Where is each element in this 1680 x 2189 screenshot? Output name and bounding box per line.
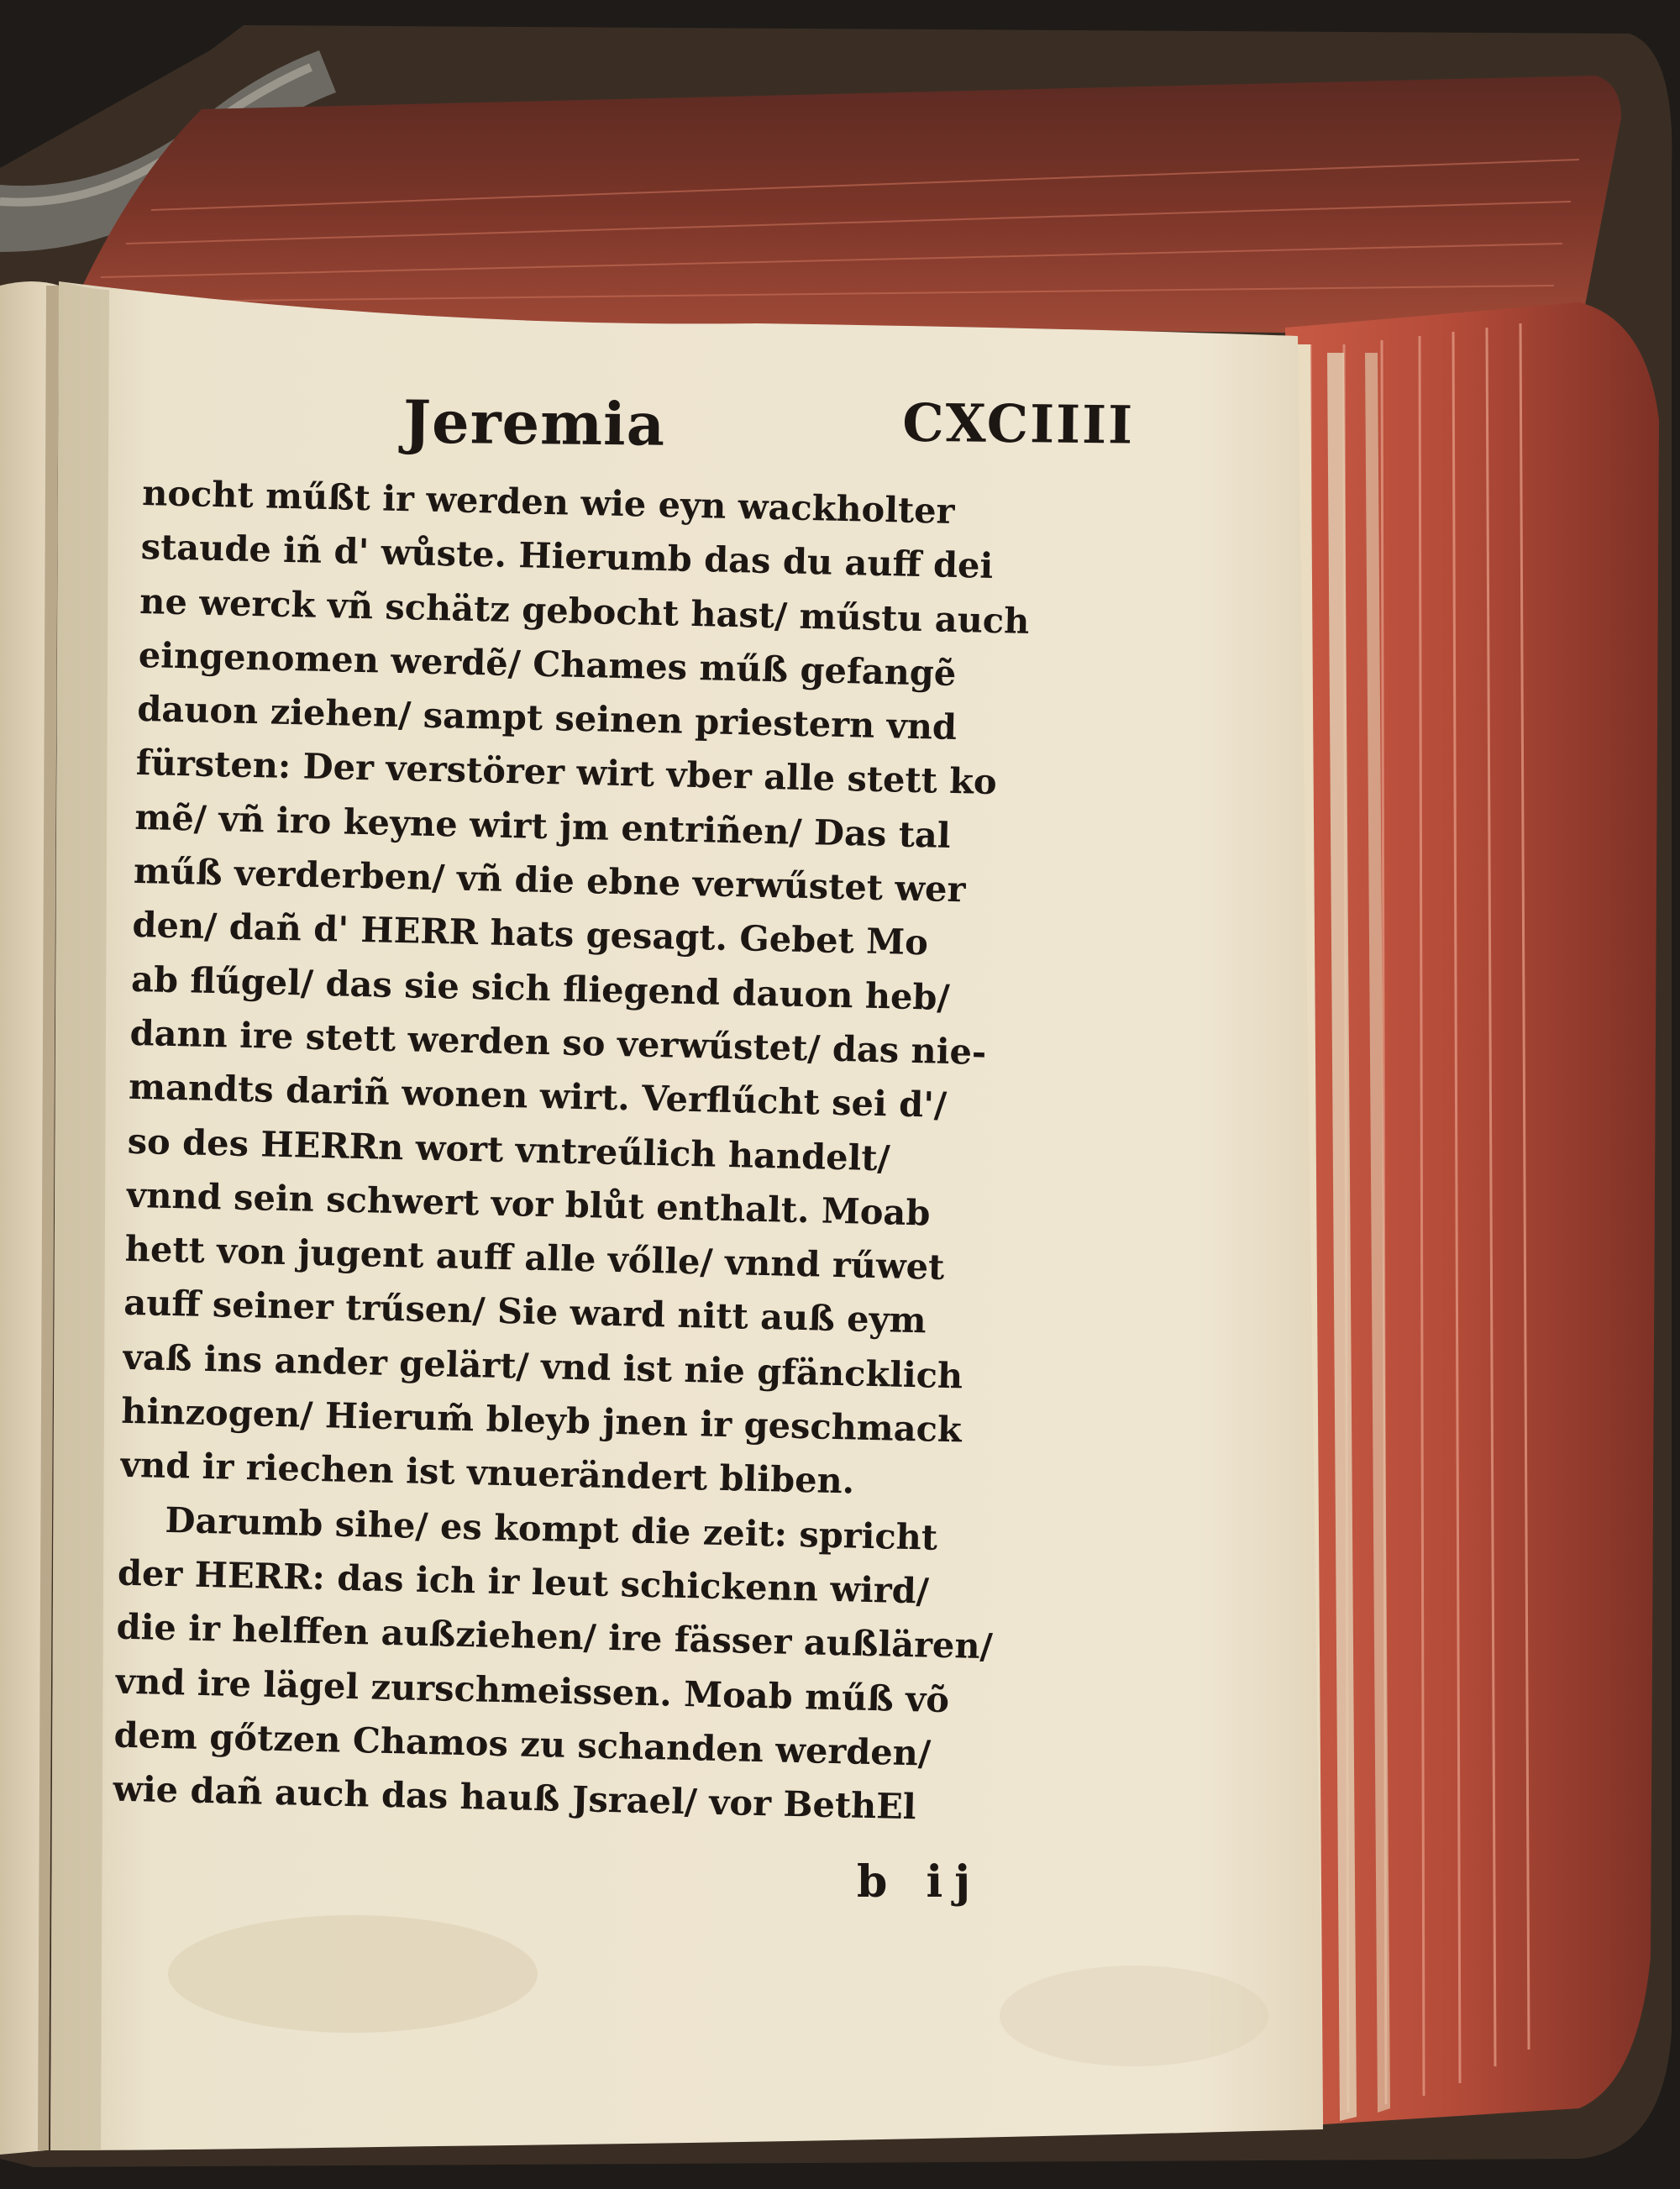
text-line: vnd ir riechen ist vnuerändert bliben. xyxy=(119,1444,855,1502)
text-line: wie dañ auch das hauß Jsrael/ vor BethEl xyxy=(112,1767,917,1828)
text-line: dauon ziehen/ sampt seinen priestern vnd xyxy=(136,688,958,748)
text-line: den/ dañ d' HERR hats gesagt. Gebet Mo xyxy=(132,904,929,963)
text-line: műß verderben/ vñ die ebne verwűstet wer xyxy=(133,849,966,911)
text-line: die ir helffen außziehen/ ire fässer außlären/ xyxy=(116,1605,994,1667)
text-line: mẽ/ vñ iro keyne wirt jm entriñen/ Das tal xyxy=(134,795,952,856)
text-line: ne werck vñ schätz gebocht hast/ műstu auch xyxy=(139,580,1030,642)
text-line: fürsten: Der verstörer wirt vber alle stett ko xyxy=(135,742,998,803)
text-line: hinzogen/ Hierum̃ bleyb jnen ir geschmack xyxy=(120,1389,963,1451)
running-head xyxy=(395,386,1135,470)
text-line: auff seiner trűsen/ Sie ward nitt auß eym xyxy=(123,1282,927,1341)
signature-mark: b ij xyxy=(857,1856,983,1908)
text-line: mandts dariñ wonen wirt. Verflűcht sei d'/ xyxy=(128,1066,948,1126)
running-title: Jeremia xyxy=(402,386,666,459)
text-line: vaß ins ander gelärt/ vnd ist nie gfäncklich xyxy=(122,1336,963,1397)
text-block xyxy=(113,466,1138,1839)
text-line: ab flűgel/ das sie sich fliegend dauon heb/ xyxy=(130,958,951,1018)
text-line: Darumb sihe/ es kompt die zeit: spricht xyxy=(164,1499,938,1558)
text-line: staude iñ d' wůste. Hierumb das du auff dei xyxy=(140,526,994,587)
text-line: so des HERRn wort vntreűlich handelt/ xyxy=(127,1120,891,1178)
text-line: dem gőtzen Chamos zu schanden werden/ xyxy=(113,1714,932,1774)
text-line: nocht műßt ir werden wie eyn wackholter xyxy=(141,471,956,532)
folio-number: CXCIIII xyxy=(901,391,1135,456)
text-line: vnnd sein schwert vor blůt enthalt. Moab xyxy=(125,1173,931,1234)
text-line: vnd ire lägel zurschmeissen. Moab műß võ xyxy=(114,1660,950,1720)
text-line: dann ire stett werden so verwűstet/ das nie- xyxy=(129,1011,987,1073)
text-line: hett von jugent auff alle vőlle/ vnnd rűwet xyxy=(124,1227,945,1289)
text-line: eingenomen werdẽ/ Chames műß gefangẽ xyxy=(138,633,957,694)
text-line: der HERR: das ich ir leut schickenn wird/ xyxy=(117,1551,930,1612)
